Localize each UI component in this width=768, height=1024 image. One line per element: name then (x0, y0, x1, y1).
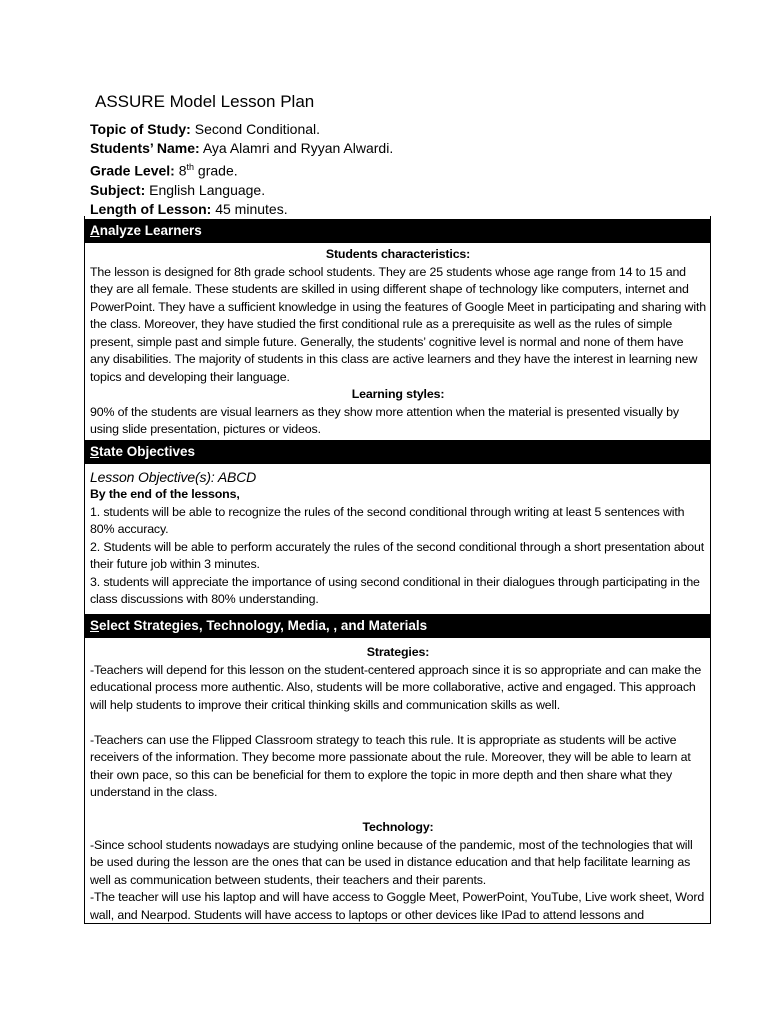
strategies-heading: Strategies: (366, 645, 430, 659)
students-row (90, 139, 393, 158)
grade-sup: th (186, 162, 195, 173)
analyze-learners-section (90, 246, 706, 439)
paragraph-gap (90, 714, 706, 732)
characteristics-text: The lesson is designed for 8th grade school students. They are 25 students whose age range from 14 to 15 and they are all female. These students are skilled in using different shape of technology like computers, internet and PowerPoint. They have a sufficient knowledge in using the features of Google Meet in participating and sharing with the class. Moreover, they have studied the first conditional rule as a prerequisite as well as the rules of simple present, simple past and simple future. Generally, the students’ cognitive level is normal and none of them have any disabilities. The majority of students in this class are active learners and they have the interest in learning new topics and developing their language. (90, 264, 706, 384)
objectives-intro: By the end of the lessons, (90, 487, 240, 501)
grade-number: 8 (178, 163, 187, 180)
learning-styles-heading: Learning styles: (351, 387, 445, 401)
paragraph-gap (90, 802, 706, 820)
subject-label: Subject: (90, 182, 146, 199)
objective-item-1: 1. students will be able to recognize the rules of the second conditional through writing at least 5 sentences with 80% accuracy. (90, 504, 685, 536)
lesson-plan-table (84, 216, 711, 924)
grade-row (90, 158, 393, 181)
analyze-header-initial: A (90, 223, 100, 238)
length-value: 45 minutes. (215, 201, 288, 218)
topic-row (90, 120, 393, 139)
lesson-meta (90, 120, 393, 220)
strategies-paragraph-2: -Teachers can use the Flipped Classroom strategy to teach this rule. It is appropriate as students will be active receivers of the information. They become more passionate about the rule. Moreover, they will be able to learn at their own pace, so this can be beneficial for them to explore the topic in more depth and then share what they understand in the class. (90, 732, 691, 799)
subject-row (90, 181, 393, 200)
objective-item-2: 2. Students will be able to perform accurately the rules of the second conditional through a short presentation about their future job within 3 minutes. (90, 539, 705, 571)
grade-rest: grade. (197, 163, 238, 180)
select-strategies-section (90, 644, 706, 924)
objectives-header-initial: S (90, 444, 100, 459)
length-label: Length of Lesson: (90, 201, 212, 218)
objectives-header-rest: tate Objectives (99, 444, 196, 459)
subject-value: English Language. (149, 182, 266, 199)
technology-paragraph-2: -The teacher will use his laptop and will have access to Goggle Meet, PowerPoint, YouTube, Live work sheet, Word wall, and Nearpod. Students will have access to laptops or other devices like IPad to attend lessons and (90, 890, 705, 922)
strategies-paragraph-1: -Teachers will depend for this lesson on the student-centered approach since it is so appropriate and can make the educational process more authentic. Also, students will be more collaborative, active and engaged. This approach will help students to improve their critical thinking skills and communication skills as well. (90, 662, 702, 712)
select-strategies-header (85, 614, 710, 638)
state-objectives-section (90, 468, 706, 609)
learning-styles-text: 90% of the students are visual learners as they show more attention when the material is presented visually by using slide presentation, pictures or videos. (90, 404, 679, 436)
document-title: ASSURE Model Lesson Plan (95, 92, 315, 111)
strategies-header-rest: elect Strategies, Technology, Media, , and Materials (99, 618, 428, 633)
topic-label: Topic of Study: (90, 121, 191, 137)
lesson-objectives-label: Lesson Objective(s): ABCD (90, 469, 257, 485)
state-objectives-header (85, 440, 710, 464)
technology-paragraph-1: -Since school students nowadays are studying online because of the pandemic, most of the technologies that will be used during the lesson are the ones that can be used in distance education and that help facilitate learning as well as communication between students, their teachers and their parents. (90, 837, 693, 887)
topic-value: Second Conditional. (194, 121, 321, 137)
students-label: Students’ Name: (90, 140, 200, 157)
technology-heading: Technology: (362, 820, 434, 834)
analyze-header-rest: nalyze Learners (99, 223, 202, 238)
objective-item-3: 3. students will appreciate the importance of using second conditional in their dialogues through participating in the class discussions with 80% understanding. (90, 574, 700, 606)
strategies-header-initial: S (90, 618, 100, 633)
analyze-learners-header (85, 219, 710, 243)
characteristics-heading: Students characteristics: (325, 247, 471, 261)
students-value: Aya Alamri and Ryyan Alwardi. (202, 140, 394, 157)
grade-label: Grade Level: (90, 163, 175, 180)
